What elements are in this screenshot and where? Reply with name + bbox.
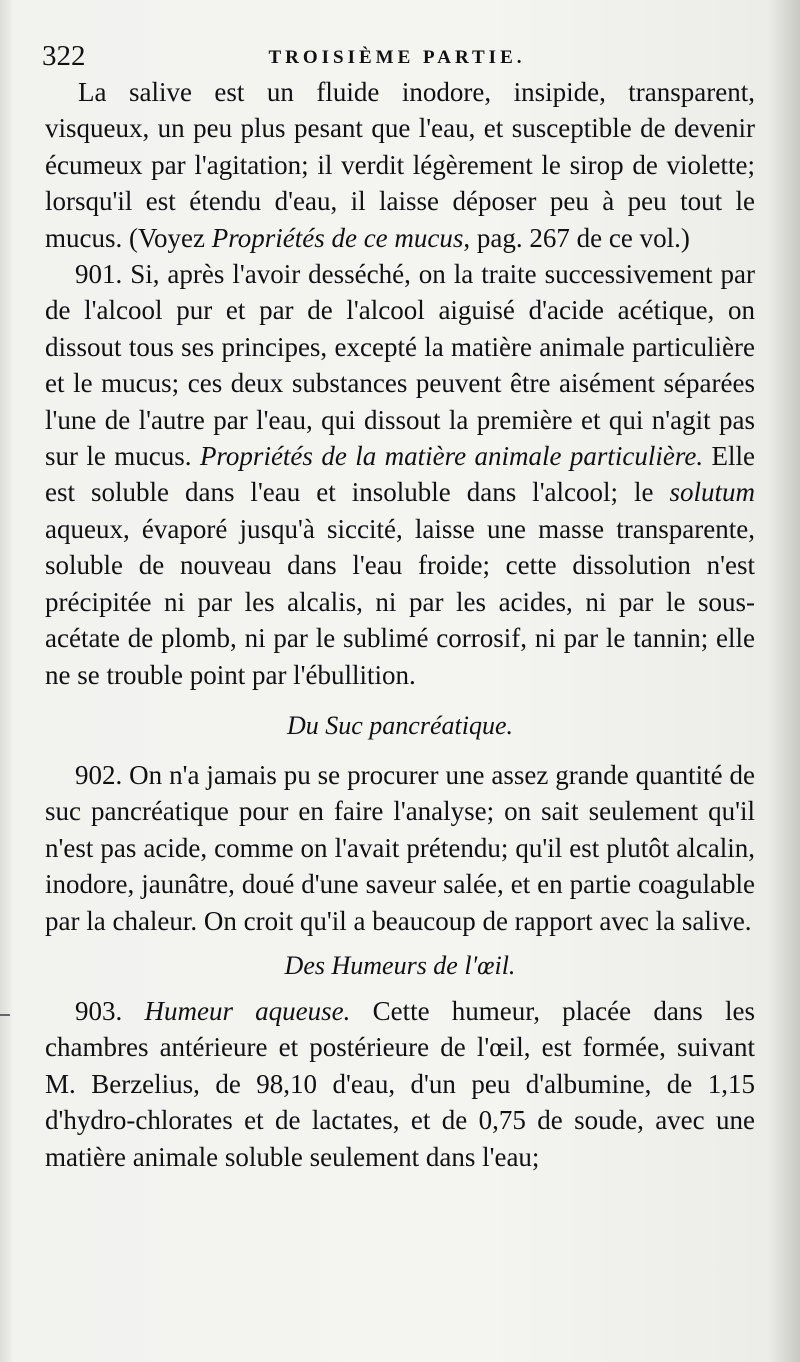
paragraph-901 bbox=[45, 256, 755, 693]
section-heading-pancreatic: Du Suc pancréatique. bbox=[286, 710, 513, 740]
paragraph-901-text: Si, après l'avoir desséché, on la traite successivement par de l'alcool pur et par de l'alcool aiguisé d'acide acétique, on dissout tous ses principes, excepté la matière animale particulière et le mucus; ces deux substances peuvent être aisément séparées l'une de l'autre par l'eau, qui dissout la première et qui n'agit pas sur le mucus. bbox=[45, 259, 755, 472]
paragraph-900-text: La salive est un fluide inodore, insipide, transparent, visqueux, un peu plus pesant que l'eau, et susceptible de devenir écumeux par l'agitation; il verdit légèrement le sirop de violette; lorsqu'il est étendu d'eau, il laisse déposer peu à peu tout le mucus. (Voyez bbox=[45, 77, 755, 253]
paragraph-903-italic: Humeur aqueuse. bbox=[144, 995, 351, 1026]
paragraph-901-text3: aqueux, évaporé jusqu'à siccité, laisse une masse transparente, soluble de nouveau dans l'eau froide; cette dissolution n'est précipitée ni par les alcalis, ni par les acides, ni par le sous-acétate de plomb, ni par le sublimé corrosif, ni par le tannin; elle ne se trouble point par l'ébullition. bbox=[45, 513, 755, 690]
page-body bbox=[45, 74, 755, 1175]
paragraph-900-italic: Propriétés de ce mucus bbox=[211, 222, 464, 253]
paragraph-901-italic2: solutum bbox=[669, 477, 755, 508]
paragraph-902-text: On n'a jamais pu se procurer une assez grande quantité de suc pancréatique pour en faire l'analyse; on sait seulement qu'il n'est pas acide, comme on l'avait prétendu; qu'il est plutôt alcalin, inodore, jaunâtre, doué d'une saveur salée, et en partie coagulable par la chaleur. On croit qu'il a beaucoup de rapport avec la salive. bbox=[45, 759, 755, 936]
running-head: TROISIÈME PARTIE. bbox=[268, 47, 526, 68]
section-heading-eye: Des Humeurs de l'œil. bbox=[284, 950, 516, 980]
margin-mark bbox=[0, 1014, 10, 1016]
paragraph-901-italic1: Propriétés de la matière animale particulière. bbox=[199, 441, 704, 472]
paragraph-903 bbox=[45, 993, 755, 1175]
paragraph-903-number: 903. bbox=[75, 995, 123, 1026]
paragraph-902-number: 902. bbox=[75, 759, 123, 790]
paragraph-901-text2: Elle est soluble dans l'eau et insoluble dans l'alcool; le bbox=[45, 441, 755, 508]
paragraph-900 bbox=[45, 74, 755, 256]
page-number: 322 bbox=[42, 40, 86, 72]
paragraph-903-text: Cette humeur, placée dans les chambres antérieure et postérieure de l'œil, est formée, suivant M. Berzelius, de 98,10 d'eau, d'un peu d'albumine, de 1,15 d'hydro-chlorates et de lactates, et de 0,75 de soude, avec une matière animale soluble seulement dans l'eau; bbox=[45, 995, 756, 1172]
paragraph-900-tail: , pag. 267 de ce vol.) bbox=[463, 222, 690, 253]
paragraph-901-number: 901. bbox=[75, 259, 123, 290]
paragraph-902 bbox=[45, 757, 755, 939]
